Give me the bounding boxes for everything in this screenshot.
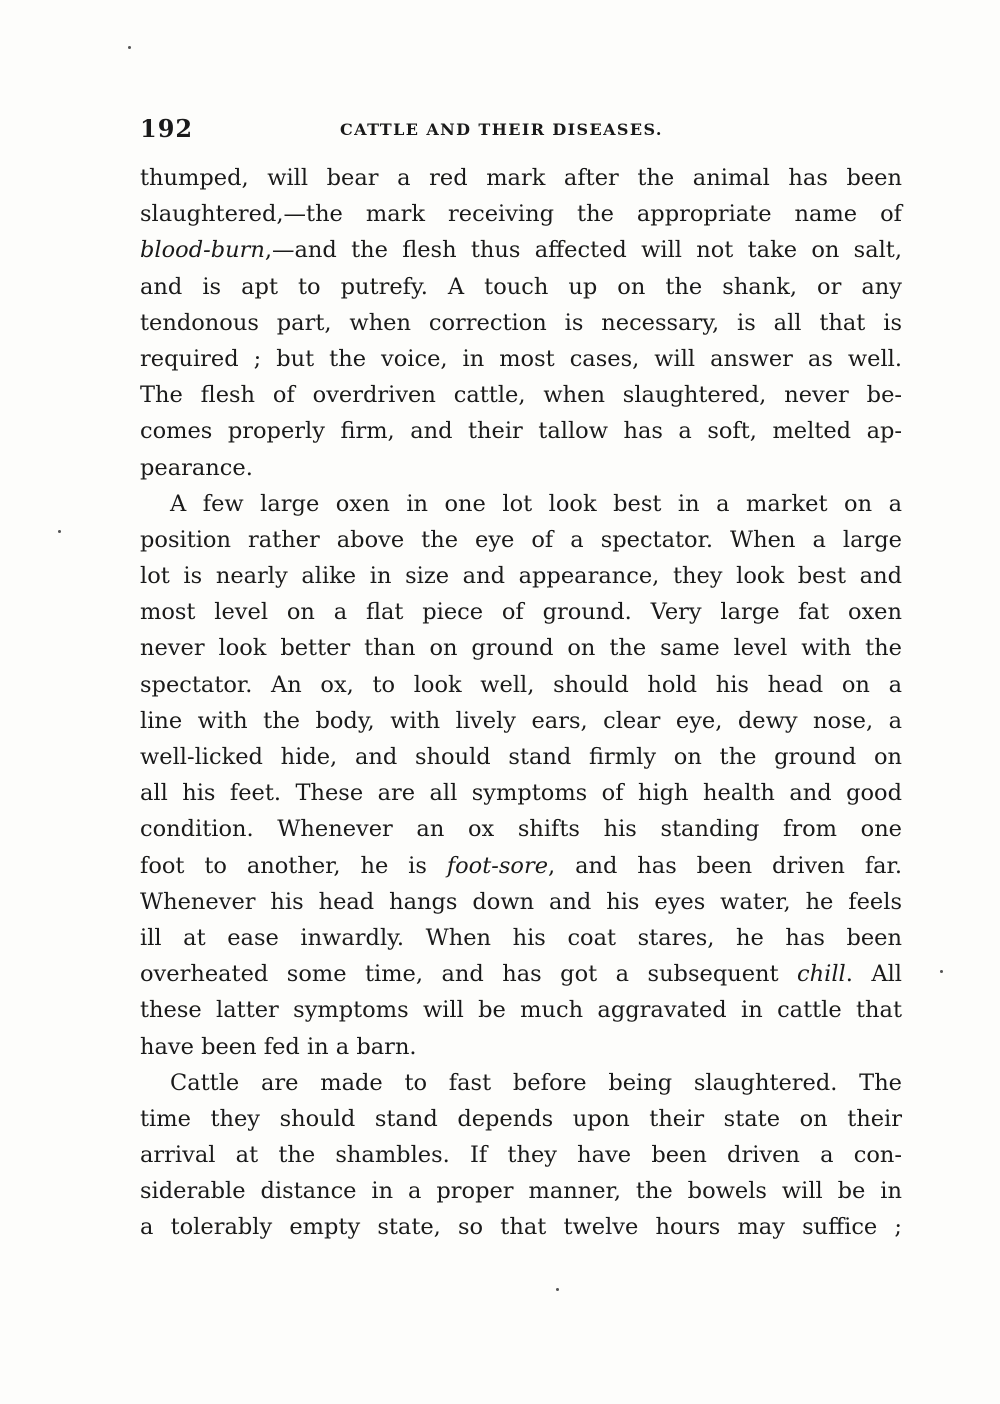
text-line: condition. Whenever an ox shifts his standing from one <box>140 816 902 843</box>
scan-speck <box>58 530 61 533</box>
text-line: ill at ease inwardly. When his coat stares, he has been <box>140 924 902 951</box>
text-line: siderable distance in a proper manner, the bowels will be in <box>140 1178 902 1205</box>
text-line: all his feet. These are all symptoms of high health and good <box>140 780 902 807</box>
text-line: Whenever his head hangs down and his eyes water, he feels <box>140 888 902 915</box>
text-line: most level on a flat piece of ground. Very large fat oxen <box>140 599 902 626</box>
text-line: position rather above the eye of a spectator. When a large <box>140 526 902 553</box>
text-line: have been fed in a barn. <box>140 1033 417 1060</box>
text-line: pearance. <box>140 454 253 481</box>
text-line: thumped, will bear a red mark after the animal has been <box>140 165 902 191</box>
text-line: The flesh of overdriven cattle, when slaughtered, never be- <box>140 382 902 409</box>
text-line: time they should stand depends upon their state on their <box>140 1105 902 1132</box>
text-line: spectator. An ox, to look well, should hold his head on a <box>140 671 902 698</box>
text-line: well-licked hide, and should stand firmly on the ground on <box>140 744 902 770</box>
paragraph-2 <box>140 486 902 1065</box>
scan-speck <box>128 46 131 49</box>
text-line: line with the body, with lively ears, clear eye, dewy nose, a <box>140 707 902 734</box>
scan-speck <box>556 1288 559 1291</box>
text-line: overheated some time, and has got a subsequent chill. All <box>140 961 902 988</box>
text-line: blood-burn,—and the flesh thus affected will not take on salt, <box>140 237 902 264</box>
text-line: Cattle are made to fast before being slaughtered. The <box>170 1069 902 1096</box>
text-line: arrival at the shambles. If they have been driven a con- <box>140 1142 902 1169</box>
text-line: lot is nearly alike in size and appearance, they look best and <box>140 563 902 590</box>
running-head: CATTLE AND THEIR DISEASES. <box>340 120 663 139</box>
text-line: these latter symptoms will be much aggravated in cattle that <box>140 997 902 1024</box>
text-line: a tolerably empty state, so that twelve hours may suffice ; <box>140 1214 902 1241</box>
text-line: slaughtered,—the mark receiving the appropriate name of <box>140 201 902 228</box>
paragraph-3 <box>140 1065 902 1246</box>
page-number: 192 <box>140 114 194 143</box>
text-line: required ; but the voice, in most cases, will answer as well. <box>140 345 902 372</box>
body-text <box>140 160 902 1246</box>
page-header <box>140 114 910 148</box>
text-line: never look better than on ground on the same level with the <box>140 635 902 662</box>
text-line: tendonous part, when correction is necessary, is all that is <box>140 309 902 336</box>
text-line: foot to another, he is foot-sore, and has been driven far. <box>140 852 902 879</box>
scan-speck <box>940 970 943 973</box>
text-line: comes properly firm, and their tallow has a soft, melted ap- <box>140 418 902 445</box>
paragraph-1 <box>140 160 902 486</box>
text-line: A few large oxen in one lot look best in a market on a <box>170 490 902 517</box>
text-line: and is apt to putrefy. A touch up on the shank, or any <box>140 273 902 300</box>
